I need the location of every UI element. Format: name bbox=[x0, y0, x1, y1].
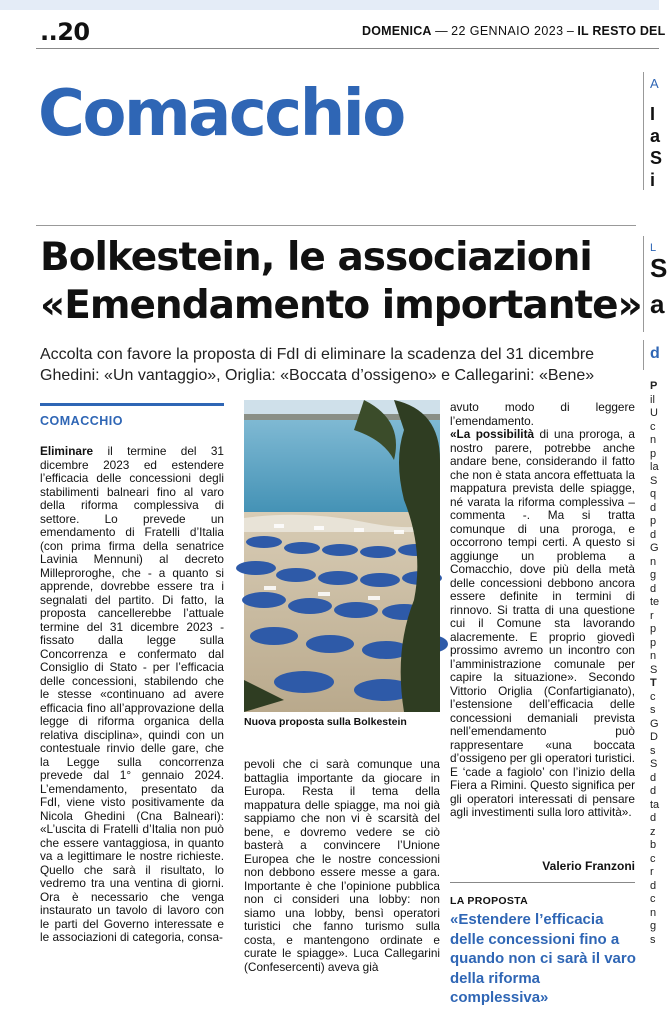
right-strip-line: la bbox=[650, 461, 659, 473]
right-strip-line: d bbox=[650, 812, 657, 824]
subheadline bbox=[40, 344, 640, 386]
right-cut-b: I bbox=[650, 104, 656, 124]
right-strip-line: T bbox=[650, 677, 657, 689]
dateline-weekday: DOMENICA bbox=[362, 24, 432, 38]
article-column-2 bbox=[244, 758, 440, 974]
beach-photo bbox=[244, 400, 440, 712]
right-strip-line: p bbox=[650, 623, 657, 635]
right-cut-d: S bbox=[650, 148, 663, 168]
column-3-lead: «La possibilità bbox=[450, 427, 535, 441]
right-strip-line: d bbox=[650, 879, 657, 892]
right-column-divider-3 bbox=[643, 340, 644, 370]
column-2-text: pevoli che ci sarà comunque una battaglia importante da giocare in Europa. Resta il tema della mappatura delle spiagge, ma noi già sappiamo che non vi è scarsità del bene, e dovremo vedere se ciò basterà a convincere l’Unione Europea che le nostre concessioni non debbono essere messe a gara. Importante è che l’opinione pubblica non ci consideri una lobby: non siamo una lobby, bensì operatori turistici che fanno turismo sulla costa, e mantengono ordinate e curate le spiagge». Luca Callegarini (Confesercenti) aveva già bbox=[244, 757, 440, 974]
right-strip-line: P bbox=[650, 380, 658, 392]
lead-word: Eliminare bbox=[40, 444, 94, 458]
right-strip-line: n bbox=[650, 650, 657, 662]
subhead-line-1: Accolta con favore la proposta di FdI di eliminare la scadenza del 31 dicembre bbox=[40, 346, 595, 363]
headline-line-2: «Emendamento importante» bbox=[40, 283, 642, 328]
kicker-label: COMACCHIO bbox=[40, 414, 123, 428]
right-strip-line: s bbox=[650, 933, 656, 946]
dateline-newspaper: IL RESTO DEL bbox=[577, 24, 666, 38]
column-3-text: di una proroga, a nostro parere, potrebbe anche andare bene, considerando il fatto che non è stata ancora effettuata la mappatura prevista delle spiagge, né varata la riforma complessiva – commenta -. Ma si tratta comunque di una proroga, e occorrono tempi certi. A questo si aggiunge un problema a Comacchio, dove più della metà delle concessioni debbono ancora essere definite in termini di rinnovo. Si tratta di una questione cui il Comune sta lavorando alacremente. E proprio giovedì prossimo avremo un incontro con l’amministrazione comunale per capire la situazione». Secondo Vittorio Origlia (Confartigianato), l’estensione dell’efficacia delle concessioni demaniali prevista nell’emendamento può rappresentare «una boccata d’ossigeno per gli operatori turistici. E ‘cade a fagiolo’ con l’inizio della Fiera a Rimini. Questo significa per gli operatori interessati di pensare agli investimenti sulla loro attività». bbox=[450, 427, 635, 819]
right-strip-line: b bbox=[650, 839, 657, 851]
right-strip-line: D bbox=[650, 731, 658, 743]
right-strip-line: s bbox=[650, 744, 656, 757]
article-column-3 bbox=[450, 401, 635, 820]
pullquote-text: «Estendere l’efficacia delle concessioni fino a quando non ci sarà il varo della riforma complessiva» bbox=[450, 911, 636, 1006]
photo-caption: Nuova proposta sulla Bolkestein bbox=[244, 716, 407, 728]
right-strip-line: g bbox=[650, 569, 657, 581]
browser-top-strip bbox=[0, 0, 659, 10]
right-strip-line: n bbox=[650, 906, 657, 919]
right-strip-line: te bbox=[650, 596, 660, 608]
right-strip-line: q bbox=[650, 488, 657, 500]
right-strip-line: z bbox=[650, 825, 656, 838]
right-strip-line: r bbox=[650, 866, 654, 878]
section-title: Comacchio bbox=[38, 77, 404, 151]
right-strip-line: S bbox=[650, 663, 658, 676]
right-strip-line: G bbox=[650, 542, 659, 554]
pullquote-rule bbox=[450, 882, 635, 883]
column-1-text: il termine del 31 dicembre 2023 ed estendere l’efficacia delle concessioni degli stabilimenti balneari fino al varo della riforma complessiva di settore. Lo prevede un emendamento di Fratelli d’Italia (con prima firma della senatrice Lavinia Mennuni) al decreto Milleproroghe, che - a quanto si apprende, dovrebbe essere tra i segnalati del partito. Di fatto, la proposta cancellerebbe l’attuale termine del 31 dicembre 2023 - fissato dalla legge sulla Concorrenza e confermato dal Consiglio di Stato - per l’efficacia delle concessioni, stabilendo che le stesse «continuano ad avere efficacia fino all’approvazione della legge di riforma organica della relativa disciplina», quindi con un contestuale rinvio delle gare, che la Legge sulla concorrenza prevede dal 1° gennaio 2024. L’emendamento, presentato da FdI, viene visto positivamente da Nicola Ghedini (Cna Balneari): «L’uscita di Fratelli d’Italia non può che essere vantaggiosa, in quanto va a legittimare le nostre richieste. Quello che sarà il risultato, lo vedremo tra una ventina di giorni. Ora è necessario che venga instaurato un tavolo di lavoro con le parti del Governo interessate e le associazioni di categoria, consa- bbox=[40, 444, 224, 944]
right-strip-line: U bbox=[650, 407, 658, 419]
dateline bbox=[362, 24, 665, 38]
right-column-divider bbox=[643, 72, 644, 190]
page-number: ..20 bbox=[40, 18, 90, 46]
dateline-separator: – bbox=[566, 24, 574, 38]
header-rule bbox=[36, 48, 659, 49]
right-strip-line: s bbox=[650, 704, 656, 716]
right-strip-line: ta bbox=[650, 798, 660, 811]
right-strip-line: p bbox=[650, 515, 657, 527]
byline: Valerio Franzoni bbox=[542, 859, 635, 873]
right-strip-line: d bbox=[650, 582, 657, 595]
right-cut-f: L bbox=[650, 242, 657, 254]
right-cut-i: d bbox=[650, 345, 660, 362]
right-cut-e: i bbox=[650, 170, 656, 190]
right-strip-line: d bbox=[650, 785, 657, 797]
headline-line-1: Bolkestein, le associazioni bbox=[40, 235, 592, 280]
right-strip-line: c bbox=[650, 893, 656, 905]
dateline-dash: — bbox=[435, 24, 448, 38]
subhead-line-2: Ghedini: «Un vantaggio», Origlia: «Boccata d’ossigeno» e Callegarini: «Bene» bbox=[40, 367, 595, 384]
right-cut-h: a bbox=[650, 289, 665, 319]
right-strip-line: r bbox=[650, 609, 654, 622]
right-strip-line: c bbox=[650, 420, 656, 433]
dateline-date: 22 GENNAIO 2023 bbox=[451, 24, 564, 38]
right-strip-line: p bbox=[650, 636, 657, 649]
right-strip-line: S bbox=[650, 474, 658, 487]
headline-rule bbox=[36, 225, 636, 226]
right-strip-line: n bbox=[650, 434, 657, 446]
right-cut-c: a bbox=[650, 126, 661, 146]
article-column-1 bbox=[40, 445, 224, 945]
right-cut-g: S bbox=[650, 253, 667, 283]
right-strip-line: G bbox=[650, 717, 659, 730]
right-strip-line: n bbox=[650, 555, 657, 568]
right-strip-line: S bbox=[650, 758, 658, 770]
right-strip-line: d bbox=[650, 771, 657, 784]
kicker bbox=[40, 403, 224, 430]
headline bbox=[40, 234, 640, 330]
right-strip-line: g bbox=[650, 920, 657, 932]
right-strip-line: il bbox=[650, 393, 655, 406]
right-strip-line: c bbox=[650, 852, 656, 865]
right-strip-line: c bbox=[650, 690, 656, 703]
column-3-intro: avuto modo di leggere l’emendamento. bbox=[450, 400, 635, 428]
right-strip-line: d bbox=[650, 501, 657, 514]
pullquote-label: LA PROPOSTA bbox=[450, 895, 528, 907]
right-strip-line: d bbox=[650, 528, 657, 541]
right-strip-text bbox=[650, 380, 659, 947]
right-cut-a: A bbox=[650, 76, 659, 91]
right-column-divider-2 bbox=[643, 236, 644, 332]
right-strip-line: p bbox=[650, 447, 657, 460]
